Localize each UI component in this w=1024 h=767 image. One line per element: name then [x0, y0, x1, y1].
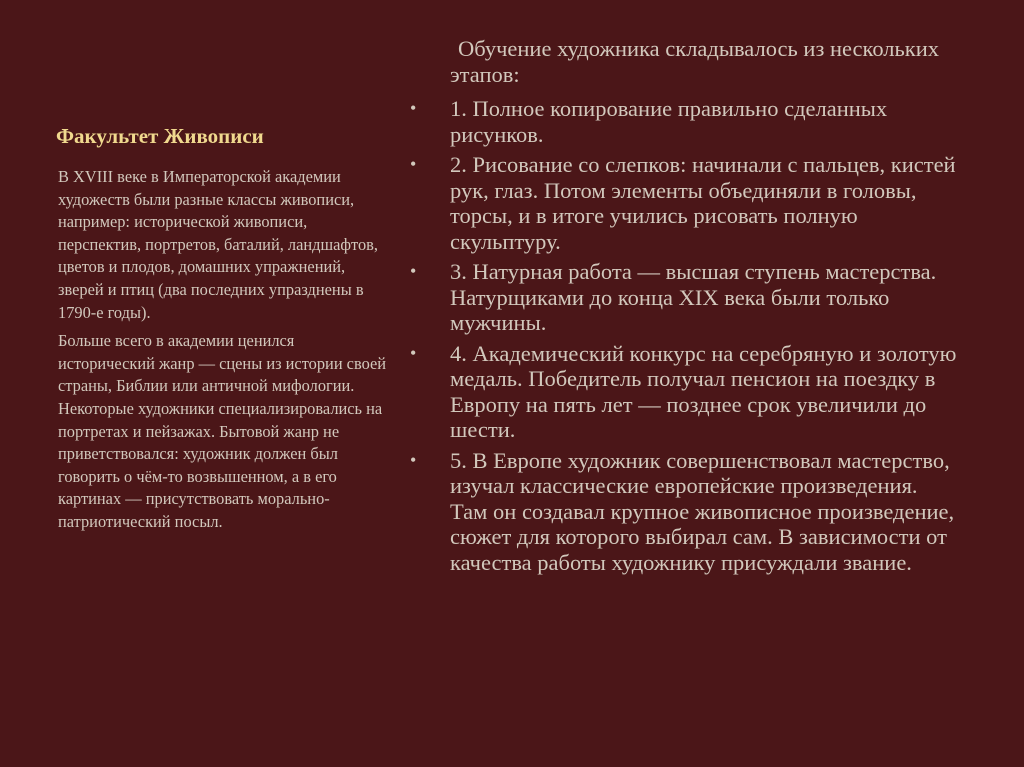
list-item — [410, 96, 960, 147]
bullet-icon: • — [410, 449, 417, 470]
list-item — [410, 259, 960, 336]
list-item-text: 4. Академический конкурс на серебряную и золотую медаль. Победитель получал пенсион на поездку в Европу на пять лет — позднее срок увеличили до шести. — [450, 340, 957, 442]
list-item-text: 5. В Европе художник совершенствовал мастерство, изучал классические европейские произведения. Там он создавал крупное живописное произведение, сюжет для которого выбирал сам. В зависимости от качества работы художнику присуждали звание. — [450, 447, 955, 575]
stages-list — [410, 96, 990, 580]
left-paragraph-2: Больше всего в академии ценился исторический жанр — сцены из истории своей страны, Библии или античной мифологии. Некоторые художники специализировались на портретах и пейзажах. Бытовой жанр не приветствовался: художник должен был говорить о чём-то возвышенном, а в его картинах — присутствовать морально-патриотический посыл. — [58, 331, 387, 531]
left-paragraph-1: В XVIII веке в Императорской академии художеств были разные классы живописи, например: исторической живописи, перспектив, портретов, баталий, ландшафтов, цветов и плодов, домашних упражнений, зверей и птиц (два последних упразднены в 1790-е годы). — [58, 167, 378, 322]
list-item-text: 2. Рисование со слепков: начинали с пальцев, кистей рук, глаз. Потом элементы объединяли в головы, торсы, и в итоге учились рисовать полную скульптуру. — [450, 152, 956, 254]
list-item-text: 1. Полное копирование правильно сделанных рисунков. — [450, 96, 888, 147]
right-intro: Обучение художника складывалось из нескольких этапов: — [450, 36, 939, 87]
bullet-icon: • — [410, 98, 417, 118]
list-item — [410, 341, 960, 443]
bullet-icon: • — [410, 261, 417, 281]
bullet-icon: • — [410, 342, 417, 363]
left-title: Факультет Живописи — [56, 124, 264, 148]
left-body — [58, 166, 388, 540]
list-item-text: 3. Натурная работа — высшая ступень мастерства. Натурщиками до конца XIX века были только мужчины. — [450, 259, 937, 335]
list-item — [410, 448, 960, 576]
bullet-icon: • — [410, 154, 417, 174]
list-item — [410, 152, 960, 254]
